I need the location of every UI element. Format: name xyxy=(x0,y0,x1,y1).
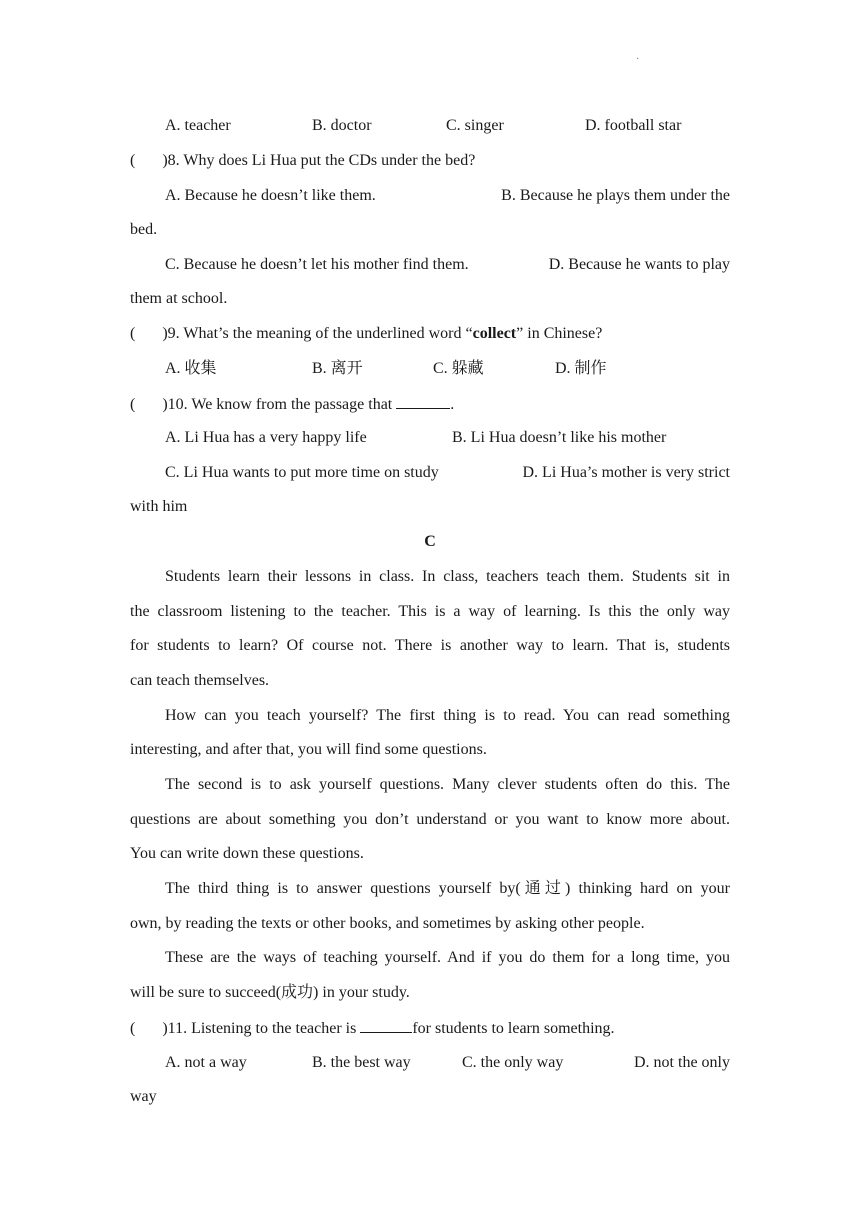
q9-option-c: C. 躲藏 xyxy=(433,360,484,377)
q11-option-d: D. not the only xyxy=(634,1054,730,1071)
q11-option-c: C. the only way xyxy=(462,1054,564,1071)
passage-line: The second is to ask yourself questions. Many clever students often do this. The xyxy=(165,776,730,793)
section-c-title: C xyxy=(424,533,436,550)
passage-line: for students to learn? Of course not. There is another way to learn. That is, students xyxy=(130,637,730,654)
passage-line: will be sure to succeed(成功) in your study. xyxy=(130,984,410,1001)
q7-option-a: A. teacher xyxy=(165,117,231,134)
q10-option-d-cont: with him xyxy=(130,498,188,515)
q8-text: 8. Why does Li Hua put the CDs under the bed? xyxy=(167,152,476,169)
q10-paren-open: ( xyxy=(130,396,136,413)
question-11 xyxy=(130,1018,730,1039)
q10-option-c: C. Li Hua wants to put more time on study xyxy=(165,464,439,481)
passage-line: How can you teach yourself? The first thing is to read. You can read something xyxy=(165,707,730,724)
q8-paren-close: ) xyxy=(162,152,168,169)
q7-option-b: B. doctor xyxy=(312,117,372,134)
q9-text-after: ” in Chinese? xyxy=(516,325,603,342)
q8-paren-open: ( xyxy=(130,152,136,169)
q7-option-c: C. singer xyxy=(446,117,504,134)
q11-option-b: B. the best way xyxy=(312,1054,411,1071)
question-9 xyxy=(130,324,730,344)
passage-line: The third thing is to answer questions yourself by(通过) thinking hard on your xyxy=(165,880,730,897)
q7-option-d: D. football star xyxy=(585,117,682,134)
q11-option-a: A. not a way xyxy=(165,1054,247,1071)
q9-option-b: B. 离开 xyxy=(312,360,363,377)
q10-option-a: A. Li Hua has a very happy life xyxy=(165,429,367,446)
q9-option-d: D. 制作 xyxy=(555,360,607,377)
passage-line: Students learn their lessons in class. In class, teachers teach them. Students sit in xyxy=(165,568,730,585)
q10-option-d: D. Li Hua’s mother is very strict xyxy=(522,464,730,481)
q11-option-d-cont: way xyxy=(130,1088,157,1105)
q10-answer-blank xyxy=(396,394,450,409)
q8-option-b: B. Because he plays them under the xyxy=(501,187,730,204)
passage-line: can teach themselves. xyxy=(130,672,270,689)
q9-option-a: A. 收集 xyxy=(165,360,217,377)
q11-answer-blank xyxy=(360,1018,412,1033)
question-10 xyxy=(130,394,730,415)
passage-line: own, by reading the texts or other books, and sometimes by asking other people. xyxy=(130,915,645,932)
q8-option-d-cont: them at school. xyxy=(130,290,228,307)
question-8 xyxy=(130,151,730,171)
q8-option-a: A. Because he doesn’t like them. xyxy=(165,187,376,204)
q11-paren-close: ) xyxy=(162,1020,168,1037)
q8-option-d: D. Because he wants to play xyxy=(548,256,730,273)
header-mark: · xyxy=(636,54,640,65)
q9-text-before: 9. What’s the meaning of the underlined word “ xyxy=(167,325,473,342)
q8-option-c: C. Because he doesn’t let his mother find them. xyxy=(165,256,469,273)
passage-line: the classroom listening to the teacher. This is a way of learning. Is this the only way xyxy=(130,603,730,620)
q9-paren-open: ( xyxy=(130,325,136,342)
q11-text-after: for students to learn something. xyxy=(412,1020,615,1037)
q10-paren-close: ) xyxy=(162,396,168,413)
q11-text-before: 11. Listening to the teacher is xyxy=(167,1020,357,1037)
q8-option-b-cont: bed. xyxy=(130,221,158,238)
passage-line: interesting, and after that, you will find some questions. xyxy=(130,741,487,758)
q10-option-b: B. Li Hua doesn’t like his mother xyxy=(452,429,667,446)
q11-paren-open: ( xyxy=(130,1020,136,1037)
q10-text-after: . xyxy=(450,396,455,413)
q9-keyword: collect xyxy=(472,325,517,342)
passage-line: You can write down these questions. xyxy=(130,845,364,862)
passage-line: These are the ways of teaching yourself. And if you do them for a long time, you xyxy=(165,949,730,966)
q10-text-before: 10. We know from the passage that xyxy=(167,396,393,413)
q9-paren-close: ) xyxy=(162,325,168,342)
passage-line: questions are about something you don’t understand or you want to know more about. xyxy=(130,811,730,828)
